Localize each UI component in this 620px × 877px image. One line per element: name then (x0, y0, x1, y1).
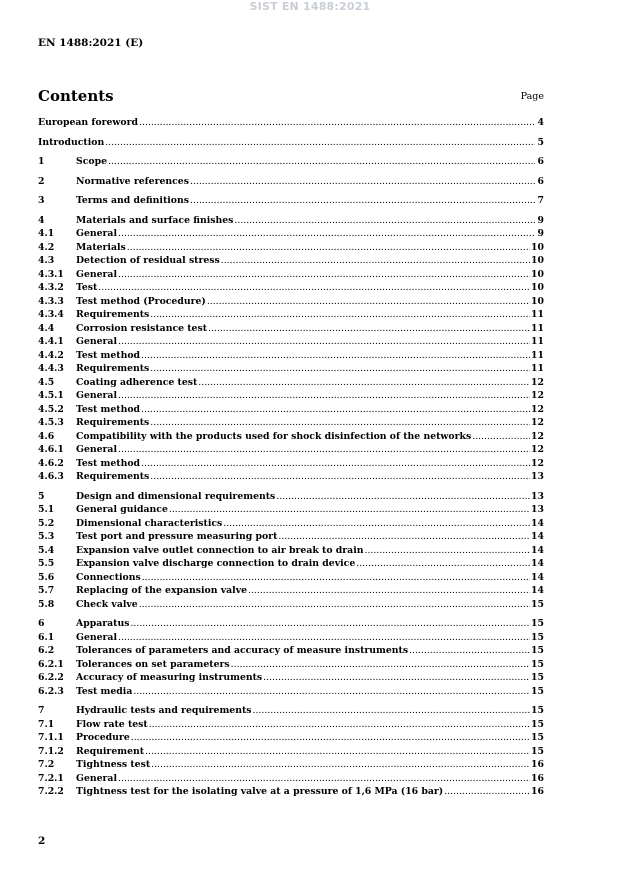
toc-leader-dots (278, 530, 530, 544)
toc-entry-number: 4.5 (38, 376, 55, 388)
toc-entry-number: 4.4.2 (38, 349, 64, 361)
toc-entry-page: 12 (531, 417, 544, 428)
toc-entry-page: 10 (531, 282, 544, 293)
toc-leader-dots (108, 155, 535, 169)
toc-entry-number: 6 (38, 618, 45, 629)
toc-entry-title: General (76, 631, 117, 643)
toc-entry-title: Check valve (76, 598, 138, 610)
toc-entry-title: Requirements (76, 309, 150, 320)
toc-entry-title: Introduction (38, 136, 105, 148)
toc-entry-number: 5.4 (38, 544, 55, 556)
toc-leader-dots (356, 557, 530, 571)
page-column-label: Page (520, 91, 544, 102)
toc-entry[interactable] (38, 241, 544, 255)
toc-entry-number: 7.1.1 (38, 732, 64, 743)
toc-entry-number: 6.2 (38, 645, 55, 656)
toc-entry-page: 11 (531, 336, 544, 347)
toc-leader-dots (150, 362, 530, 376)
toc-entry-title: Procedure (76, 732, 130, 743)
toc-entry-page: 6 (537, 175, 544, 187)
toc-entry-page: 15 (531, 645, 544, 656)
toc-leader-dots (118, 631, 530, 645)
toc-entry-title: General (76, 772, 117, 784)
toc-leader-dots (141, 403, 530, 417)
toc-entry-title: Apparatus (76, 618, 130, 629)
document-id: EN 1488:2021 (E) (38, 37, 144, 49)
toc-leader-dots (364, 544, 530, 558)
watermark: SIST EN 1488:2021 (249, 0, 371, 13)
toc-entry-page: 15 (531, 732, 544, 743)
toc-entry-page: 9 (537, 214, 544, 226)
toc-entry-number: 4.5.1 (38, 390, 64, 401)
toc-leader-dots (127, 241, 530, 255)
toc-entry-title: General (76, 444, 117, 455)
toc-leader-dots (248, 584, 530, 598)
toc-entry-number: 6.1 (38, 631, 55, 643)
toc-entry-number: 4.3.3 (38, 295, 64, 307)
toc-entry[interactable] (38, 631, 544, 645)
toc-entry-title: Test media (76, 685, 133, 697)
toc-entry-number: 4.5.2 (38, 403, 64, 415)
toc-entry[interactable] (38, 214, 544, 228)
toc-entry-number: 4.1 (38, 228, 55, 239)
toc-entry-page: 12 (531, 444, 544, 455)
toc-entry-title: Test (76, 282, 98, 293)
toc-leader-dots (223, 517, 530, 531)
toc-entry-title: European foreword (38, 117, 138, 128)
toc-entry-page: 14 (531, 517, 544, 529)
toc-entry-number: 4.6.1 (38, 444, 64, 455)
toc-entry-number: 7.2.1 (38, 772, 64, 784)
page-number: 2 (38, 835, 46, 847)
toc-entry-number: 4.3.4 (38, 309, 64, 320)
toc-entry[interactable] (38, 772, 544, 786)
toc-entry-page: 13 (531, 504, 544, 515)
toc-entry-number: 4.6.2 (38, 457, 64, 469)
toc-entry[interactable] (38, 194, 544, 208)
toc-entry[interactable] (38, 136, 544, 150)
toc-entry-number: 6.2.2 (38, 672, 64, 683)
toc-entry-title: Test method (76, 403, 141, 415)
toc-entry-page: 9 (537, 228, 544, 239)
toc-entry-number: 2 (38, 175, 45, 187)
toc-entry-page: 12 (531, 430, 544, 442)
toc-entry[interactable] (38, 785, 544, 799)
toc-entry-number: 5.3 (38, 531, 55, 542)
toc-entry[interactable] (38, 389, 544, 403)
toc-leader-dots (198, 376, 530, 390)
toc-entry-number: 5 (38, 490, 45, 502)
toc-entry-number: 5.7 (38, 585, 55, 596)
toc-entry-title: Requirements (76, 471, 150, 482)
toc-entry-page: 15 (531, 705, 544, 716)
toc-entry-title: Detection of residual stress (76, 255, 220, 266)
toc-leader-dots (190, 194, 535, 208)
toc-entry-page: 14 (531, 571, 544, 583)
toc-entry-page: 12 (531, 457, 544, 469)
toc-entry-title: General (76, 390, 117, 401)
toc-entry[interactable] (38, 731, 544, 745)
toc-entry-title: Test method (76, 349, 141, 361)
toc-entry[interactable] (38, 416, 544, 430)
toc-entry-number: 4.6 (38, 430, 55, 442)
toc-entry-page: 12 (531, 390, 544, 401)
toc-leader-dots (139, 598, 530, 612)
toc-entry[interactable] (38, 227, 544, 241)
toc-entry-title: Compatibility with the products used for shock disinfection of the networks (76, 430, 472, 442)
toc-entry-page: 13 (531, 471, 544, 482)
toc-entry[interactable] (38, 671, 544, 685)
toc-entry[interactable] (38, 308, 544, 322)
toc-entry-page: 15 (531, 598, 544, 610)
toc-entry[interactable] (38, 704, 544, 718)
toc-entry-title: Hydraulic tests and requirements (76, 705, 252, 716)
toc-entry-page: 15 (531, 631, 544, 643)
toc-entry-number: 5.5 (38, 558, 55, 569)
toc-entry-page: 12 (531, 376, 544, 388)
toc-entry-title: Requirements (76, 417, 150, 428)
toc-entry-title: Design and dimensional requirements (76, 490, 276, 502)
toc-leader-dots (118, 772, 530, 786)
toc-entry[interactable] (38, 557, 544, 571)
toc-entry-page: 15 (531, 618, 544, 629)
toc-leader-dots (118, 268, 530, 282)
toc-entry-number: 4.2 (38, 241, 55, 253)
toc-entry[interactable] (38, 155, 544, 169)
toc-entry-page: 11 (531, 322, 544, 334)
toc-entry-title: Scope (76, 156, 107, 167)
toc-entry-page: 10 (531, 295, 544, 307)
toc-entry-number: 4.3 (38, 255, 55, 266)
toc-entry-title: General (76, 336, 117, 347)
toc-leader-dots (130, 617, 530, 631)
toc-entry[interactable] (38, 530, 544, 544)
toc-entry-title: Coating adherence test (76, 376, 198, 388)
toc-leader-dots (151, 758, 530, 772)
toc-leader-dots (105, 136, 535, 150)
toc-entry-page: 16 (531, 772, 544, 784)
toc-entry-number: 4.5.3 (38, 417, 64, 428)
toc-entry-title: Tolerances of parameters and accuracy of measure instruments (76, 645, 409, 656)
toc-entry-title: Expansion valve discharge connection to drain device (76, 558, 356, 569)
toc-leader-dots (145, 745, 530, 759)
toc-leader-dots (98, 281, 530, 295)
toc-entry-title: Tightness test for the isolating valve at a pressure of 1,6 MPa (16 bar) (76, 786, 444, 797)
toc-leader-dots (118, 443, 530, 457)
toc-entry-page: 4 (537, 117, 544, 128)
toc-leader-dots (231, 658, 530, 672)
toc-entry-page: 14 (531, 544, 544, 556)
toc-entry-page: 15 (531, 745, 544, 757)
toc-entry-title: Normative references (76, 175, 189, 187)
toc-entry-title: Test method (Procedure) (76, 295, 206, 307)
toc-entry[interactable] (38, 116, 544, 130)
toc-entry-number: 4.4 (38, 322, 55, 334)
toc-entry-title: Test port and pressure measuring port (76, 531, 278, 542)
toc-entry-title: Dimensional characteristics (76, 517, 223, 529)
toc-leader-dots (169, 503, 530, 517)
toc-entry[interactable] (38, 268, 544, 282)
toc-entry[interactable] (38, 335, 544, 349)
toc-leader-dots (118, 335, 530, 349)
toc-entry-number: 4.3.1 (38, 268, 64, 280)
toc-leader-dots (149, 718, 530, 732)
toc-leader-dots (133, 685, 530, 699)
toc-entry-title: Replacing of the expansion valve (76, 585, 248, 596)
toc-leader-dots (139, 116, 535, 130)
toc-leader-dots (444, 785, 530, 799)
toc-entry[interactable] (38, 758, 544, 772)
toc-entry-number: 5.1 (38, 504, 55, 515)
toc-entry-page: 15 (531, 672, 544, 683)
toc-entry[interactable] (38, 745, 544, 759)
toc-entry[interactable] (38, 644, 544, 658)
toc-leader-dots (141, 457, 530, 471)
toc-entry-page: 10 (531, 255, 544, 266)
toc-entry[interactable] (38, 430, 544, 444)
toc-entry-page: 7 (537, 195, 544, 206)
toc-entry-title: Terms and definitions (76, 195, 189, 206)
toc-entry-page: 15 (531, 718, 544, 730)
toc-entry[interactable] (38, 658, 544, 672)
toc-entry-page: 12 (531, 403, 544, 415)
toc-leader-dots (142, 571, 530, 585)
toc-entry-title: General (76, 228, 117, 239)
toc-entry-number: 6.2.1 (38, 658, 64, 670)
table-of-contents (38, 116, 544, 799)
toc-leader-dots (150, 308, 530, 322)
toc-entry-number: 7.2.2 (38, 786, 64, 797)
toc-leader-dots (409, 644, 530, 658)
toc-entry-number: 3 (38, 195, 45, 206)
toc-entry[interactable] (38, 349, 544, 363)
toc-entry-title: Tightness test (76, 759, 151, 770)
toc-entry-page: 15 (531, 685, 544, 697)
toc-entry-page: 10 (531, 241, 544, 253)
toc-entry-title: Requirement (76, 745, 145, 757)
toc-entry-number: 1 (38, 156, 45, 167)
toc-entry[interactable] (38, 571, 544, 585)
toc-leader-dots (150, 416, 530, 430)
toc-entry-title: Expansion valve outlet connection to air break to drain (76, 544, 364, 556)
toc-entry-title: Test method (76, 457, 141, 469)
toc-entry-number: 7.1.2 (38, 745, 64, 757)
toc-entry-page: 11 (531, 309, 544, 320)
toc-entry-number: 5.2 (38, 517, 55, 529)
toc-entry[interactable] (38, 281, 544, 295)
toc-entry[interactable] (38, 544, 544, 558)
toc-entry[interactable] (38, 362, 544, 376)
toc-entry-title: Materials (76, 241, 126, 253)
toc-entry[interactable] (38, 685, 544, 699)
toc-entry-page: 11 (531, 363, 544, 374)
toc-entry-page: 14 (531, 531, 544, 542)
toc-entry-page: 10 (531, 268, 544, 280)
toc-entry[interactable] (38, 598, 544, 612)
toc-entry[interactable] (38, 457, 544, 471)
toc-leader-dots (472, 430, 530, 444)
toc-entry-number: 7.1 (38, 718, 55, 730)
toc-entry-title: Tolerances on set parameters (76, 658, 230, 670)
toc-entry[interactable] (38, 403, 544, 417)
toc-entry-page: 15 (531, 658, 544, 670)
toc-entry-number: 5.6 (38, 571, 55, 583)
toc-entry-page: 13 (531, 490, 544, 502)
toc-entry[interactable] (38, 617, 544, 631)
toc-entry-number: 4.3.2 (38, 282, 64, 293)
toc-entry[interactable] (38, 295, 544, 309)
toc-entry-number: 7 (38, 705, 45, 716)
toc-entry-number: 4.4.3 (38, 363, 64, 374)
toc-entry-page: 6 (537, 156, 544, 167)
toc-leader-dots (263, 671, 530, 685)
toc-entry[interactable] (38, 470, 544, 484)
toc-entry-title: General (76, 268, 117, 280)
toc-entry-title: Materials and surface finishes (76, 214, 234, 226)
toc-entry-number: 6.2.3 (38, 685, 64, 697)
toc-entry-number: 5.8 (38, 598, 55, 610)
toc-entry[interactable] (38, 584, 544, 598)
toc-entry[interactable] (38, 254, 544, 268)
toc-leader-dots (190, 175, 535, 189)
toc-entry-title: Requirements (76, 363, 150, 374)
toc-entry-page: 11 (531, 349, 544, 361)
toc-leader-dots (221, 254, 530, 268)
toc-leader-dots (150, 470, 530, 484)
toc-leader-dots (131, 731, 530, 745)
toc-leader-dots (208, 322, 530, 336)
toc-entry-number: 7.2 (38, 759, 55, 770)
toc-entry-title: Connections (76, 571, 141, 583)
toc-entry-page: 14 (531, 558, 544, 569)
toc-entry[interactable] (38, 376, 544, 390)
toc-entry[interactable] (38, 322, 544, 336)
toc-leader-dots (118, 227, 535, 241)
toc-entry-number: 4 (38, 214, 45, 226)
toc-entry-page: 5 (537, 136, 544, 148)
toc-leader-dots (234, 214, 535, 228)
toc-entry-page: 16 (531, 759, 544, 770)
toc-entry[interactable] (38, 175, 544, 189)
toc-leader-dots (207, 295, 530, 309)
toc-leader-dots (141, 349, 530, 363)
toc-entry-title: Flow rate test (76, 718, 148, 730)
toc-leader-dots (118, 389, 530, 403)
toc-entry[interactable] (38, 718, 544, 732)
toc-entry-title: Accuracy of measuring instruments (76, 672, 263, 683)
toc-entry-page: 16 (531, 786, 544, 797)
toc-entry[interactable] (38, 443, 544, 457)
toc-leader-dots (253, 704, 531, 718)
toc-entry[interactable] (38, 490, 544, 504)
toc-entry[interactable] (38, 503, 544, 517)
toc-entry-page: 14 (531, 585, 544, 596)
toc-leader-dots (276, 490, 530, 504)
toc-entry-title: Corrosion resistance test (76, 322, 208, 334)
toc-entry-number: 4.6.3 (38, 471, 64, 482)
toc-entry-title: General guidance (76, 504, 168, 515)
page-title: Contents (38, 87, 114, 105)
toc-entry-number: 4.4.1 (38, 336, 64, 347)
toc-entry[interactable] (38, 517, 544, 531)
